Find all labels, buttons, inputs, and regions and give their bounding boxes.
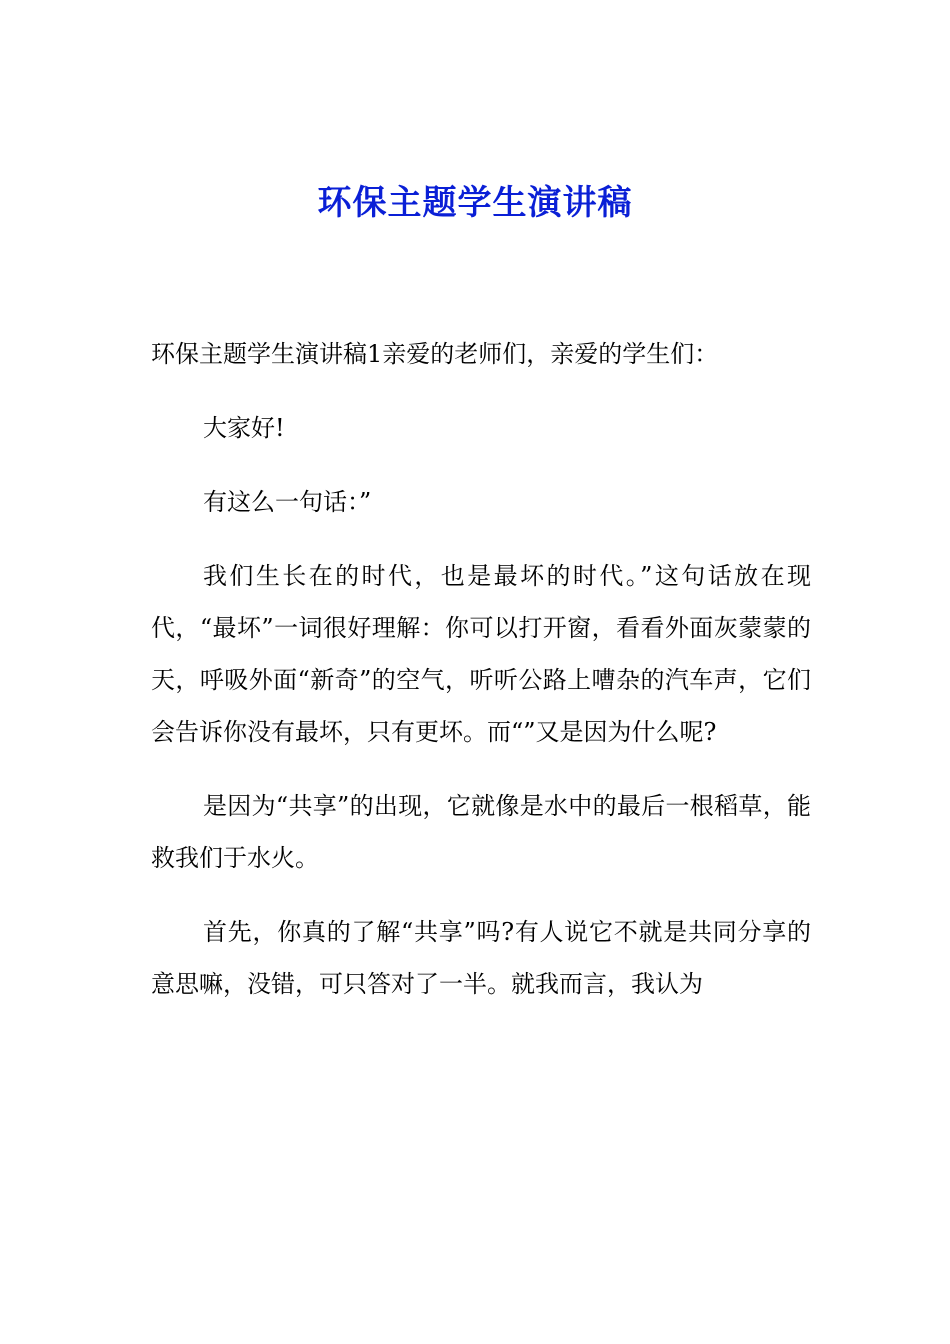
paragraph-1: 环保主题学生演讲稿1亲爱的老师们，亲爱的学生们： [151, 340, 719, 368]
paragraph-3: 有这么一句话：” [203, 488, 372, 516]
paragraph-6: 首先，你真的了解“共享”吗?有人说它不就是共同分享的意思嘛，没错，可只答对了一半。就我而言，我认为 [151, 918, 811, 998]
paragraph-5: 是因为“共享”的出现，它就像是水中的最后一根稻草，能救我们于水火。 [151, 792, 811, 872]
paragraph-4: 我们生长在的时代，也是最坏的时代。”这句话放在现代，“最坏”一词很好理解：你可以打开窗，看看外面灰蒙蒙的天，呼吸外面“新奇”的空气，听听公路上嘈杂的汽车声，它们会告诉你没有最坏，只有更坏。而“”又是因为什么呢? [151, 562, 811, 746]
document-body [151, 328, 811, 1032]
paragraph-2: 大家好! [203, 414, 285, 442]
document-title: 环保主题学生演讲稿 [317, 183, 633, 223]
